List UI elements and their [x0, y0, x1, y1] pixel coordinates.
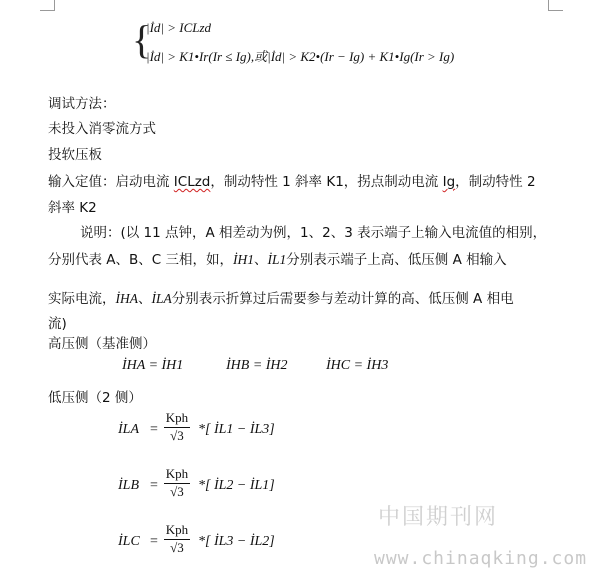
low-eq-c-fraction: [164, 522, 190, 556]
high-eq-c: İHC = İH3: [326, 358, 389, 373]
formula-line-2: |İd| > K1•Ir(Ir ≤ Ig),或|İd| > K2•(Ir − Ig) + K1•Ig(Ir > Ig): [146, 49, 455, 64]
watermark-url: www.chinaqking.com: [374, 548, 588, 569]
note3-text-a: 实际电流，: [48, 291, 116, 307]
setting-text-b: ，制动特性 1 斜率 K1，拐点制动电流: [210, 174, 443, 190]
note-line-2: [48, 248, 507, 268]
note3-text-b: 分别表示折算过后需要参与差动计算的高、低压侧 A 相电: [171, 291, 514, 307]
note3-sep: 、: [138, 291, 152, 307]
low-eq-b-equals: =: [150, 478, 158, 493]
low-eq-b-lhs: İLB: [118, 478, 139, 493]
note3-sym-iha: İHA: [115, 291, 138, 306]
low-eq-c-lhs: İLC: [118, 534, 140, 549]
setting-line-2: 斜率 K2: [48, 200, 97, 216]
note2-sep: 、: [254, 252, 268, 268]
note-line-3: [48, 287, 514, 307]
high-side-heading: 高压侧（基准侧）: [48, 336, 156, 352]
note2-sym-il1: İL1: [267, 252, 287, 267]
page-corner-mark-right: [548, 0, 563, 11]
low-eq-a-numerator: Kph: [164, 410, 190, 428]
watermark-cn: 中国期刊网: [378, 505, 499, 530]
low-eq-b-fraction: [164, 466, 190, 500]
low-eq-a-equals: =: [150, 422, 158, 437]
note-line-4: 流): [48, 316, 67, 332]
high-eq-b: İHB = İH2: [226, 358, 288, 373]
setting-line-1: [48, 170, 536, 190]
setting-text-c: ，制动特性 2: [455, 174, 536, 190]
setting-ig: Ig: [442, 174, 456, 190]
low-eq-b-rhs: *[ İL2 − İL1]: [198, 478, 275, 493]
low-side-heading: 低压侧（2 侧）: [48, 390, 142, 406]
note-line-1: 说明：(以 11 点钟，A 相差动为例，1、2、3 表示端子上输入电流值的相别，: [80, 225, 547, 241]
setting-iclzd: ICLzd: [173, 174, 211, 190]
high-eq-a: İHA = İH1: [122, 358, 184, 373]
low-eq-a-fraction: [164, 410, 190, 444]
low-eq-b-numerator: Kph: [164, 466, 190, 484]
note2-text-b: 分别表示端子上高、低压侧 A 相输入: [286, 252, 507, 268]
note2-text-a: 分别代表 A、B、C 三相，如，: [48, 252, 234, 268]
formula-line-1: |İd| > ICLzd: [146, 20, 212, 35]
formula-brace: {: [132, 17, 152, 62]
low-eq-c-denominator: √3: [170, 540, 184, 555]
setting-text-a: 输入定值：启动电流: [48, 174, 174, 190]
low-eq-a-denominator: √3: [170, 428, 184, 443]
note2-sym-ih1: İH1: [233, 252, 255, 267]
low-eq-c-rhs: *[ İL3 − İL2]: [198, 534, 275, 549]
low-eq-c-numerator: Kph: [164, 522, 190, 540]
note3-sym-ila: İLA: [151, 291, 172, 306]
softplate-line: 投软压板: [48, 147, 102, 163]
low-eq-c-equals: =: [150, 534, 158, 549]
low-eq-b-denominator: √3: [170, 484, 184, 499]
low-eq-a-lhs: İLA: [118, 422, 139, 437]
method-heading: 调试方法：: [48, 96, 116, 112]
page-corner-mark-left: [40, 0, 55, 11]
low-eq-a-rhs: *[ İL1 − İL3]: [198, 422, 275, 437]
mode-line: 未投入消零流方式: [48, 121, 156, 137]
